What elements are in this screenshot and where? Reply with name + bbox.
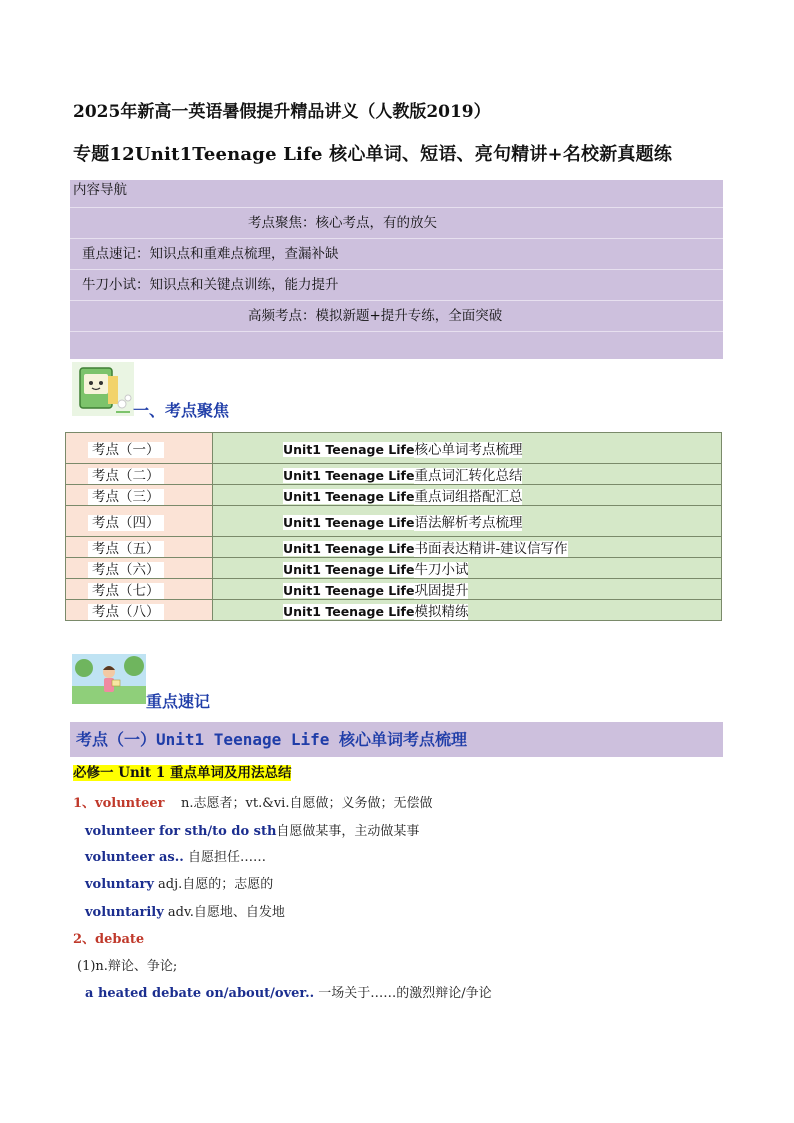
section-kaodian-jujiao-heading: 一、考点聚焦 (133, 401, 230, 420)
nav-item-kaodian-jujiao: 考点聚焦：核心考点，有的放矢 (70, 208, 723, 239)
book-mascot-icon (72, 362, 134, 416)
row-topic: 牛刀小试 (414, 562, 469, 578)
row-unit: Unit1 Teenage Life (283, 442, 415, 457)
row-topic: 模拟精练 (414, 604, 469, 620)
row-unit: Unit1 Teenage Life (283, 541, 415, 556)
kid-reading-illustration (72, 654, 146, 704)
row-unit: Unit1 Teenage Life (283, 489, 415, 504)
row-unit: Unit1 Teenage Life (283, 562, 415, 577)
table-row (66, 558, 722, 579)
row-unit: Unit1 Teenage Life (283, 583, 415, 598)
row-topic: 书面表达精讲-建议信写作 (414, 541, 568, 557)
row-label: 考点（七） (88, 583, 164, 599)
document-title: 2025年新高一英语暑假提升精品讲义（人教版2019） (73, 102, 491, 122)
vocab-entry-volunteer: 1、volunteer n.志愿者；vt.&vi.自愿做；义务做；无偿做 (73, 796, 433, 811)
table-row (66, 579, 722, 600)
row-unit: Unit1 Teenage Life (283, 515, 415, 530)
highlighted-subheading: 必修一 Unit 1 重点单词及用法总结 (73, 765, 292, 781)
vocab-phrase: voluntarily adv.自愿地、自发地 (85, 905, 285, 920)
kaodian-table (65, 432, 722, 621)
vocab-definition: n.志愿者；vt.&vi.自愿做；义务做；无偿做 (181, 796, 433, 811)
section-zhongdian-suji-heading: 重点速记 (146, 692, 211, 711)
table-row (66, 506, 722, 537)
table-row (66, 433, 722, 464)
vocab-phrase: a heated debate on/about/over.. 一场关于……的激烈辩论/争论 (85, 986, 492, 1001)
table-row (66, 464, 722, 485)
nav-header: 内容导航 (70, 180, 723, 208)
vocab-entry-debate: 2、debate (73, 932, 145, 947)
row-topic: 巩固提升 (414, 583, 469, 599)
vocab-phrase: voluntary adj.自愿的；志愿的 (85, 877, 274, 892)
nav-item-gaopin-kaodian: 高频考点：模拟新题+提升专练，全面突破 (70, 301, 723, 332)
table-row (66, 600, 722, 621)
vocab-phrase: volunteer for sth/to do sth自愿做某事，主动做某事 (85, 824, 420, 839)
row-unit: Unit1 Teenage Life (283, 604, 415, 619)
content-navigation (70, 180, 723, 359)
row-unit: Unit1 Teenage Life (283, 468, 415, 483)
row-topic: 核心单词考点梳理 (414, 442, 523, 458)
vocab-phrase: volunteer as.. 自愿担任…… (85, 850, 266, 865)
row-label: 考点（六） (88, 562, 164, 578)
kaodian-one-banner: 考点（一）Unit1 Teenage Life 核心单词考点梳理 (70, 722, 723, 757)
row-topic: 重点词汇转化总结 (414, 468, 523, 484)
nav-item-zhongdian-suji: 重点速记：知识点和重难点梳理，查漏补缺 (70, 239, 723, 270)
row-label: 考点（一） (88, 442, 164, 458)
document-subtitle: 专题12Unit1Teenage Life 核心单词、短语、亮句精讲+名校新真题练 (73, 144, 673, 165)
nav-item-niudao-xiaoshi: 牛刀小试：知识点和关键点训练，能力提升 (70, 270, 723, 301)
row-topic: 语法解析考点梳理 (414, 515, 523, 531)
vocab-definition: (1)n.辩论、争论; (77, 959, 178, 974)
row-label: 考点（八） (88, 604, 164, 620)
vocab-word: debate (95, 932, 145, 947)
table-row (66, 485, 722, 506)
table-row (66, 537, 722, 558)
row-label: 考点（四） (88, 515, 164, 531)
nav-empty-row (70, 332, 723, 359)
vocab-word: volunteer (95, 796, 165, 811)
row-label: 考点（五） (88, 541, 164, 557)
row-label: 考点（三） (88, 489, 164, 505)
row-topic: 重点词组搭配汇总 (414, 489, 523, 505)
row-label: 考点（二） (88, 468, 164, 484)
